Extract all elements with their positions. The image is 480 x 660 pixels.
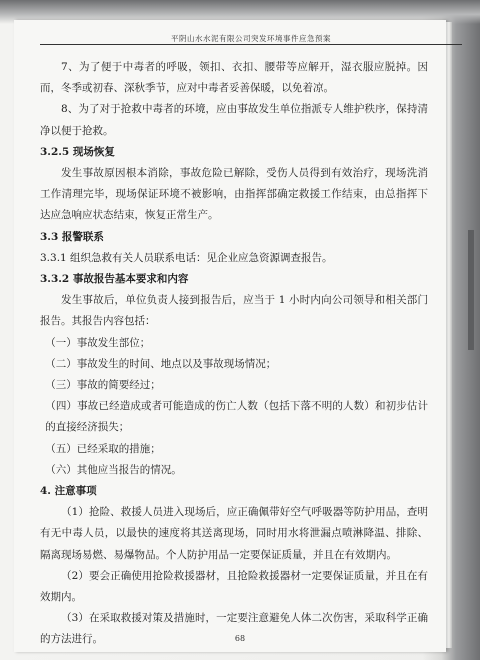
list-item: （五）已经采取的措施； xyxy=(45,442,161,455)
paragraph: （1）抢险、救援人员进入现场后，应正确佩带好空气呼吸器等防护用品，查明有无中毒人员，以最快的速度将其送离现场，同时用水将泄漏点喷淋降温、排除、隔离现场易燃、易爆物品。个人防护用品一定要保证质量，并且在有效期内。 xyxy=(40,506,428,561)
paragraph: 发生事故后，单位负责人接到报告后，应当于 1 小时内向公司领导和相关部门报告。其报告内容包括： xyxy=(40,294,428,328)
section-heading: 3.3.2 事故报告基本要求和内容 xyxy=(40,273,189,286)
list-item: （二）事故发生的时间、地点以及事故现场情况； xyxy=(45,357,277,370)
section-heading: 4. 注意事项 xyxy=(40,485,97,498)
paragraph: 7、为了便于中毒者的呼吸，领扣、衣扣、腰带等应解开，湿衣服应脱掉。因而，冬季或初春、深秋季节，应对中毒者妥善保暖，以免着凉。 xyxy=(40,61,428,95)
paragraph: 8、为了对于抢救中毒者的环境，应由事故发生单位指派专人维护秩序，保持清净以便于抢救。 xyxy=(40,103,428,137)
paragraph: 3.3.1 组织急救有关人员联系电话：见企业应急资源调查报告。 xyxy=(40,251,333,264)
list-item: （四）事故已经造成或者可能造成的伤亡人数（包括下落不明的人数）和初步估计的直接经济损失； xyxy=(45,400,428,434)
section-heading: 3.2.5 现场恢复 xyxy=(40,145,115,158)
header-rule xyxy=(40,44,462,45)
list-item: （一）事故发生部位； xyxy=(45,336,151,349)
page-number: 68 xyxy=(234,634,246,643)
scanner-edge-mark xyxy=(468,230,474,350)
document-body xyxy=(40,57,428,651)
paragraph: （3）在采取救援对策及措施时，一定要注意避免人体二次伤害，采取科学正确的方法进行。 xyxy=(40,612,428,646)
section-heading: 3.3 报警联系 xyxy=(40,230,104,243)
page-header-title: 平阴山水水泥有限公司突发环境事件应急预案 xyxy=(171,34,331,43)
paragraph: （2）要会正确使用抢险救援器材，且抢险救援器材一定要保证质量，并且在有效期内。 xyxy=(40,569,428,604)
paragraph: 发生事故原因根本消除，事故危险已解除，受伤人员得到有效治疗，现场洗消工作清理完毕，现场保证环境不被影响，由指挥部确定救援工作结束，由总指挥下达应急响应状态结束，恢复正常生产。 xyxy=(40,167,428,222)
page-stack-edge xyxy=(446,22,452,648)
list-item: （三）事故的简要经过； xyxy=(45,379,161,392)
list-item: （六）其他应当报告的情况。 xyxy=(45,463,182,476)
